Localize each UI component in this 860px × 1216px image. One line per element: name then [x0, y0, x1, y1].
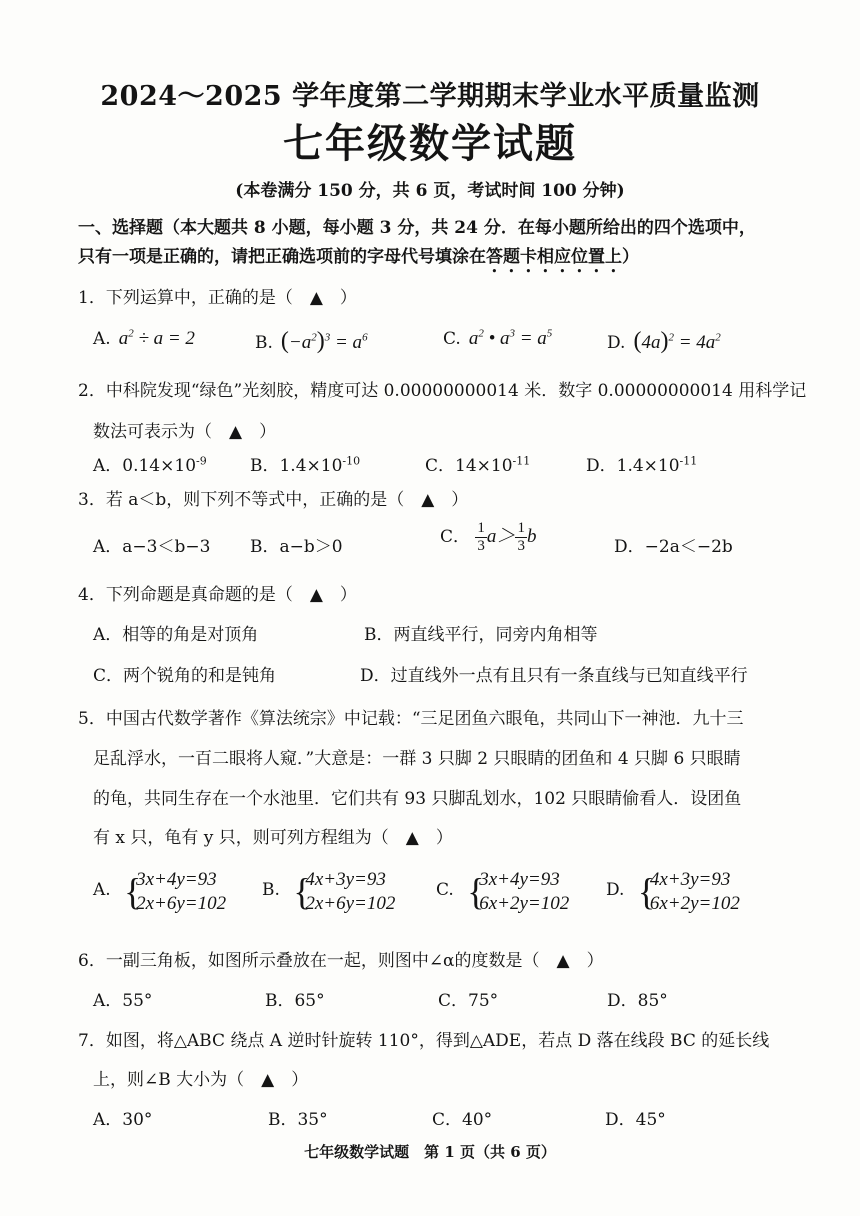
q3-stem: 3．若 a＜b，则下列不等式中，正确的是（ ▲ ）: [78, 490, 469, 510]
exam-title: 七年级数学试题: [283, 120, 577, 167]
section-heading-line1: 一、选择题（本大题共 8 小题，每小题 3 分，共 24 分．在每小题所给出的四个选项中，: [78, 218, 756, 238]
q1-option-c: C. $a^2$ • $a^3 = a^5$: [443, 328, 553, 350]
q4-option-b: B．两直线平行，同旁内角相等: [364, 625, 598, 645]
q2-stem-line1: 2．中科院发现“绿色”光刻胶，精度可达 0.00000000014 米．数字 0.00000000014 用科学记: [78, 381, 807, 401]
q5-stem-line1: 5．中国古代数学著作《算法统宗》中记载：“三足团鱼六眼龟，共同山下一神池．九十三: [78, 709, 744, 729]
emphasized-text: 答题卡相应位置上: [486, 247, 622, 267]
q2-option-b: B．$1.4\times 10^{-10}$: [250, 454, 361, 476]
q5-stem-line4: 有 x 只，龟有 y 只，则可列方程组为（ ▲ ）: [93, 828, 453, 848]
q6-option-b: B．65°: [265, 991, 325, 1011]
q5-option-d: D. { 4x+3y=93 6x+2y=102: [606, 869, 740, 914]
q3-option-a: A．a−3＜b−3: [93, 537, 211, 557]
q7-stem-line2: 上，则∠B 大小为（ ▲ ）: [93, 1070, 309, 1090]
q6-option-c: C．75°: [438, 991, 499, 1011]
q4-option-d: D．过直线外一点有且只有一条直线与已知直线平行: [360, 666, 748, 686]
q6-stem: 6．一副三角板，如图所示叠放在一起，则图中∠α的度数是（ ▲ ）: [78, 951, 604, 971]
q1-option-b: B. $(-a^2)^3 = a^6$: [255, 328, 368, 354]
page-footer: 七年级数学试题 第 1 页（共 6 页）: [304, 1143, 556, 1161]
q6-option-d: D．85°: [607, 991, 668, 1011]
q4-option-a: A．相等的角是对顶角: [93, 625, 259, 645]
q1-option-d: D. $(4a)^2 = 4a^2$: [607, 328, 721, 354]
q3-option-b: B．a−b＞0: [250, 537, 343, 557]
q7-option-b: B．35°: [268, 1110, 328, 1130]
exam-note: (本卷满分 150 分，共 6 页，考试时间 100 分钟): [235, 181, 625, 201]
exam-header-line: 2024～2025 学年度第二学期期末学业水平质量监测: [100, 81, 760, 112]
q1-stem: 1．下列运算中，正确的是（ ▲ ）: [78, 288, 357, 308]
q2-option-a: A．$0.14\times 10^{-9}$: [93, 454, 207, 476]
q4-option-c: C．两个锐角的和是钝角: [93, 666, 277, 686]
q5-stem-line2: 足乱浮水，一百二眼将人窥．”大意是：一群 3 只脚 2 只眼睛的团鱼和 4 只脚 6 只眼睛: [93, 749, 741, 769]
q7-option-d: D．45°: [605, 1110, 666, 1130]
q3-option-c: C． $\frac{1}{3}$ a＞ $\frac{1}{3}$ b: [440, 520, 537, 554]
q7-option-a: A．30°: [93, 1110, 153, 1130]
q2-option-d: D．$1.4\times 10^{-11}$: [586, 454, 698, 476]
section-heading-line2: 只有一项是正确的，请把正确选项前的字母代号填涂在答题卡相应位置上）: [78, 247, 639, 267]
q5-option-a: A. { 3x+4y=93 2x+6y=102: [93, 869, 227, 914]
q5-stem-line3: 的龟，共同生存在一个水池里．它们共有 93 只脚乱划水，102 只眼睛偷看人．设团鱼: [93, 789, 742, 809]
q7-stem-line1: 7．如图，将△ABC 绕点 A 逆时针旋转 110°，得到△ADE，若点 D 落在线段 BC 的延长线: [78, 1031, 770, 1051]
q5-option-b: B. { 4x+3y=93 2x+6y=102: [262, 869, 396, 914]
q3-option-d: D．−2a＜−2b: [614, 537, 733, 557]
q1-option-a: A. $a^2 \div a = 2$: [93, 328, 195, 350]
q6-option-a: A．55°: [93, 991, 153, 1011]
q2-stem-line2: 数法可表示为（ ▲ ）: [93, 422, 277, 442]
q5-option-c: C. { 3x+4y=93 6x+2y=102: [436, 869, 570, 914]
q4-stem: 4．下列命题是真命题的是（ ▲ ）: [78, 585, 357, 605]
q2-option-c: C．$14\times 10^{-11}$: [425, 454, 531, 476]
q7-option-c: C．40°: [432, 1110, 493, 1130]
